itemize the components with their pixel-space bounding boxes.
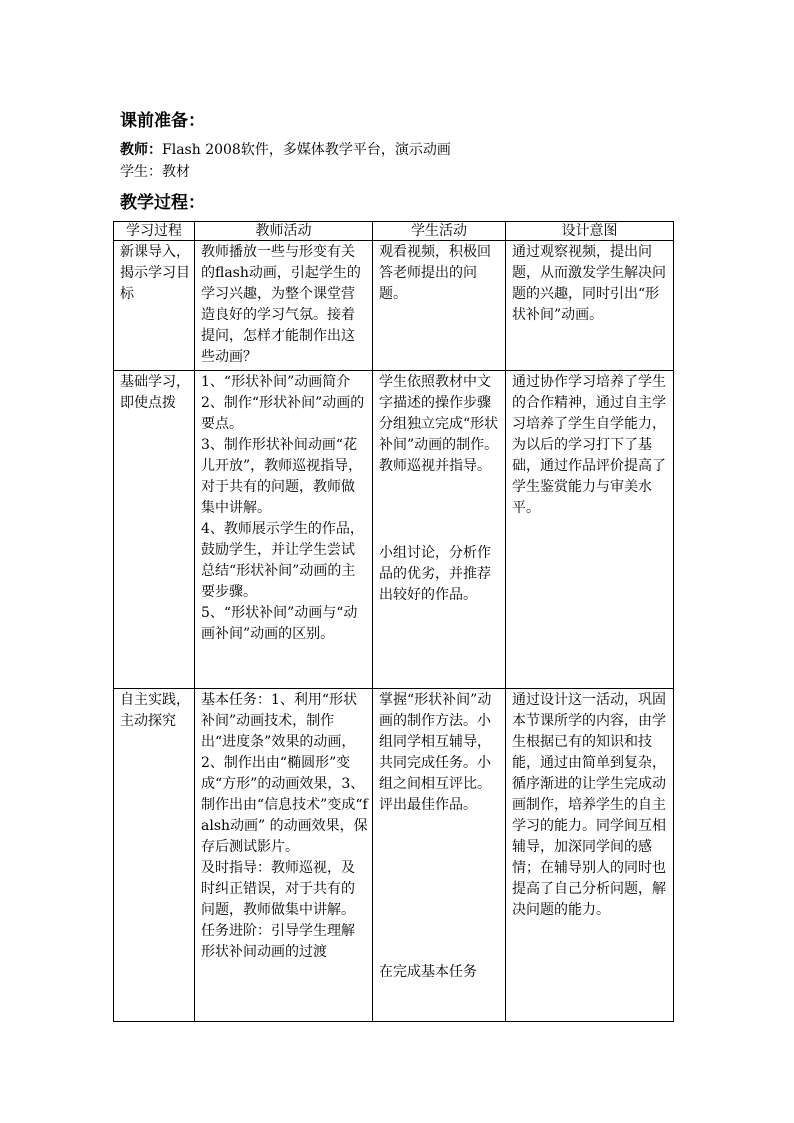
teacher-prep-line (120, 139, 451, 159)
student-cell (373, 371, 506, 689)
student-discussion-text: 小组讨论，分析作品的优劣，并推荐出较好的作品。 (379, 545, 491, 603)
student-prep-label: 学生： (120, 164, 162, 180)
header-teacher-activity: 教师活动 (195, 222, 373, 241)
stage-text: 新课导入，揭示学习目标 (120, 244, 190, 302)
stage-cell (114, 689, 195, 1022)
teacher-prep-label: 教师： (120, 142, 162, 158)
header-stage: 学习过程 (114, 222, 195, 241)
teacher-step-4: 4、教师展示学生的作品，鼓励学生，并让学生尝试总结“形状补间”动画的主要步骤。 (201, 521, 364, 600)
stage-text: 基础学习，即使点拨 (120, 374, 190, 411)
student-activity-text: 掌握“形状补间”动画的制作方法。小组同学相互辅导，共同完成任务。小组之间相互评比。评出最佳作品。 (379, 692, 492, 813)
teacher-step-5: 5、“形状补间”动画与“动画补间”动画的区别。 (201, 605, 358, 642)
process-heading: 教学过程： (120, 193, 205, 213)
student-prep-line (120, 161, 190, 181)
student-prep-text: 教材 (162, 164, 190, 180)
student-activity-text: 学生依照教材中文字描述的操作步骤分组独立完成“形状补间”动画的制作。教师巡视并指导。 (379, 374, 499, 474)
teacher-step-1: 1、“形状补间”动画简介 (201, 374, 351, 390)
design-intent-text: 通过观察视频，提出问题，从而激发学生解决问题的兴趣，同时引出“形状补间”动画。 (512, 244, 666, 323)
intent-cell (506, 371, 674, 689)
table-row (114, 371, 674, 689)
student-cell (373, 689, 506, 1022)
header-design-intent: 设计意图 (506, 222, 674, 241)
stage-cell (114, 241, 195, 371)
stage-text: 自主实践，主动探究 (120, 692, 190, 729)
teacher-activity-text: 教师播放一些与形变有关的flash动画，引起学生的学习兴趣，为整个课堂营造良好的学习气氛。接着提问，怎样才能制作出这些动画？ (201, 244, 361, 365)
table-row (114, 241, 674, 371)
teacher-cell (195, 241, 373, 371)
table-row (114, 689, 674, 1022)
timely-guidance-text: 及时指导：教师巡视，及时纠正错误，对于共有的问题，教师做集中讲解。 (201, 860, 355, 918)
teacher-step-2: 2、制作“形状补间”动画的要点。 (201, 395, 365, 432)
teacher-step-3: 3、制作形状补间动画“花儿开放”，教师巡视指导，对于共有的问题，教师做集中讲解。 (201, 437, 363, 516)
intent-cell (506, 241, 674, 371)
student-cell (373, 241, 506, 371)
teacher-prep-text: Flash 2008软件，多媒体教学平台，演示动画 (162, 142, 451, 158)
advanced-task-text: 任务进阶：引导学生理解形状补间动画的过渡 (201, 923, 355, 960)
header-student-activity: 学生活动 (373, 222, 506, 241)
student-activity-text: 观看视频，积极回答老师提出的问题。 (379, 244, 491, 302)
design-intent-text: 通过协作学习培养了学生的合作精神，通过自主学习培养了学生自学能力，为以后的学习打下了基础，通过作品评价提高了学生鉴赏能力与审美水平。 (512, 374, 666, 516)
design-intent-text: 通过设计这一活动，巩固本节课所学的内容，由学生根据已有的知识和技能，通过由简单到复杂，循序渐进的让学生完成动画制作，培养学生的自主学习的能力。同学间互相辅导，加深同学间的感情；在辅导别人的同时也提高了自己分析问题，解决问题的能力。 (512, 692, 666, 918)
table-header-row (114, 222, 674, 241)
stage-cell (114, 371, 195, 689)
teacher-cell (195, 371, 373, 689)
teaching-process-table (113, 221, 674, 1022)
intent-cell (506, 689, 674, 1022)
basic-task-text: 基本任务：1、利用“形状补间”动画技术，制作出“进度条”效果的动画，2、制作出由“椭圆形”变成“方形”的动画效果，3、制作出由“信息技术”变成“falsh动画” 的动画效果，保存后测试影片。 (201, 692, 368, 855)
teacher-cell (195, 689, 373, 1022)
prep-heading: 课前准备： (120, 111, 205, 131)
student-advanced-text: 在完成基本任务 (379, 964, 477, 980)
